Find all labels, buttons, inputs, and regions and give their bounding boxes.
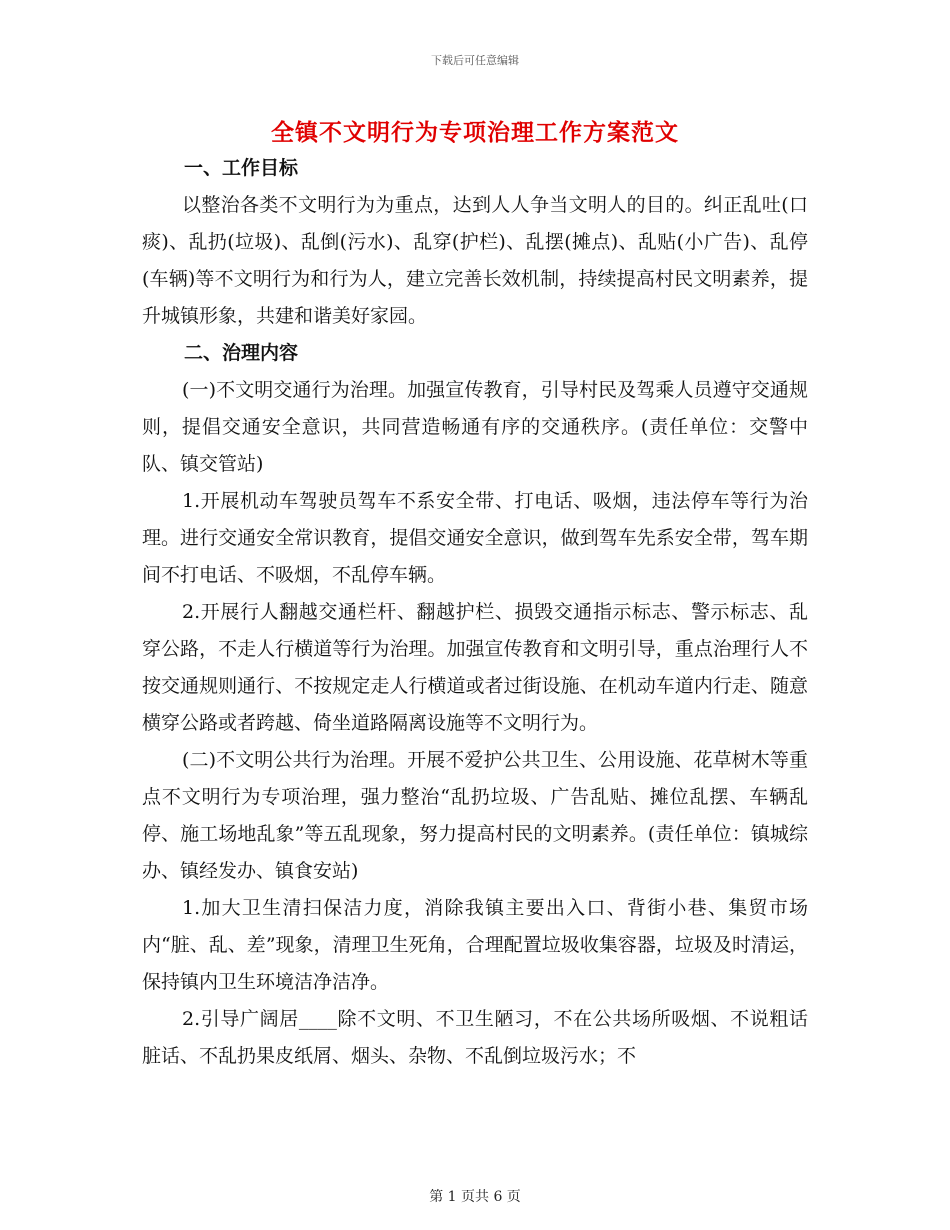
paragraph: (一)不文明交通行为治理。加强宣传教育，引导村民及驾乘人员遵守交通规则，提倡交通安全意识，共同营造畅通有序的交通秩序。(责任单位：交警中队、镇交管站) bbox=[142, 379, 808, 475]
page-header-note: 下载后可任意编辑 bbox=[431, 54, 519, 67]
document-title: 全镇不文明行为专项治理工作方案范文 bbox=[271, 119, 679, 146]
section-heading-goals: 一、工作目标 bbox=[184, 157, 299, 179]
section-heading-content: 二、治理内容 bbox=[184, 342, 299, 364]
paragraph: 以整治各类不文明行为为重点，达到人人争当文明人的目的。纠正乱吐(口痰)、乱扔(垃圾)、乱倒(污水)、乱穿(护栏)、乱摆(摊点)、乱贴(小广告)、乱停(车辆)等不文明行为和行为人，建立完善长效机制，持续提高村民文明素养，提升城镇形象，共建和谐美好家园。 bbox=[142, 194, 808, 327]
paragraph: (二)不文明公共行为治理。开展不爱护公共卫生、公用设施、花草树木等重点不文明行为专项治理，强力整治“乱扔垃圾、广告乱贴、摊位乱摆、车辆乱停、施工场地乱象”等五乱现象，努力提高村民的文明素养。(责任单位：镇城综办、镇经发办、镇食安站) bbox=[142, 749, 808, 882]
paragraph: 1.开展机动车驾驶员驾车不系安全带、打电话、吸烟，违法停车等行为治理。进行交通安全常识教育，提倡交通安全意识，做到驾车先系安全带，驾车期间不打电话、不吸烟，不乱停车辆。 bbox=[142, 490, 808, 586]
paragraph: 1.加大卫生清扫保洁力度，消除我镇主要出入口、背街小巷、集贸市场内“脏、乱、差”现象，清理卫生死角，合理配置垃圾收集容器，垃圾及时清运，保持镇内卫生环境洁净洁净。 bbox=[142, 897, 808, 993]
paragraph: 2.引导广阔居____除不文明、不卫生陋习，不在公共场所吸烟、不说粗话脏话、不乱扔果皮纸屑、烟头、杂物、不乱倒垃圾污水；不 bbox=[142, 1008, 808, 1067]
page-number-footer: 第 1 页共 6 页 bbox=[429, 1189, 521, 1205]
paragraph: 2.开展行人翻越交通栏杆、翻越护栏、损毁交通指示标志、警示标志、乱穿公路，不走人行横道等行为治理。加强宣传教育和文明引导，重点治理行人不按交通规则通行、不按规定走人行横道或者过街设施、在机动车道内行走、随意横穿公路或者跨越、倚坐道路隔离设施等不文明行为。 bbox=[142, 601, 808, 734]
document-body bbox=[142, 150, 808, 1075]
